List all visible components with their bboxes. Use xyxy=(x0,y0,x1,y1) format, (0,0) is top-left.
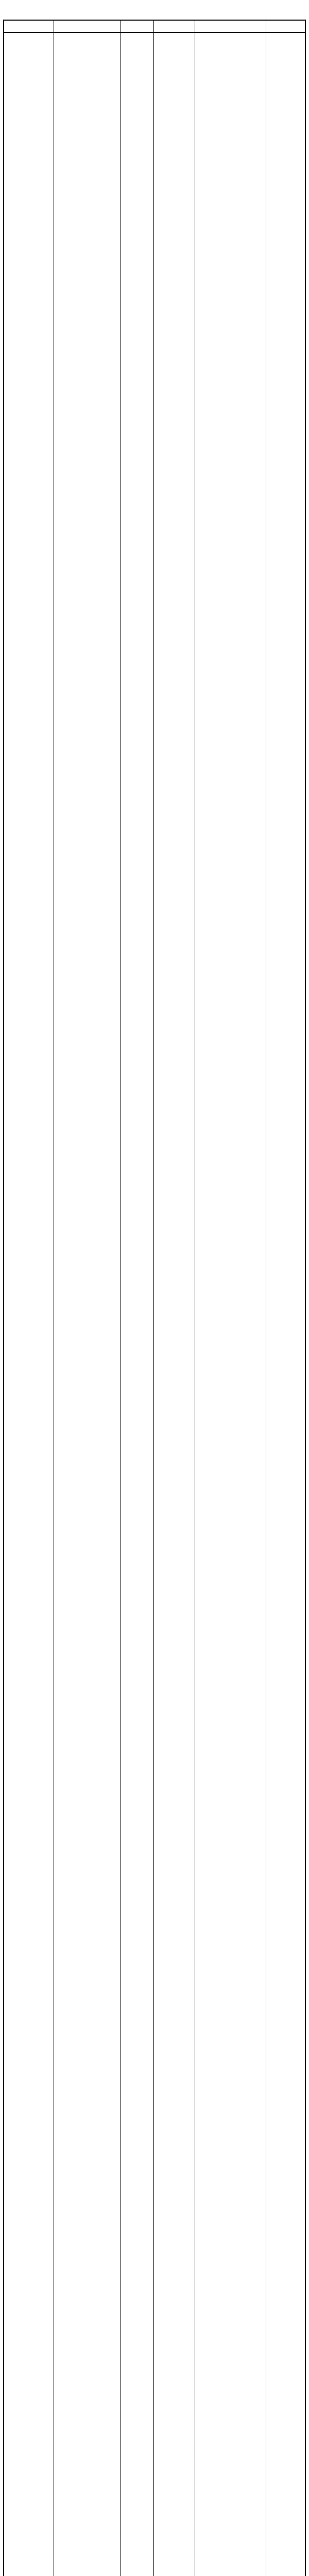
records-table xyxy=(3,20,306,2576)
column-divider xyxy=(153,21,154,2576)
table-header-row xyxy=(4,21,305,33)
